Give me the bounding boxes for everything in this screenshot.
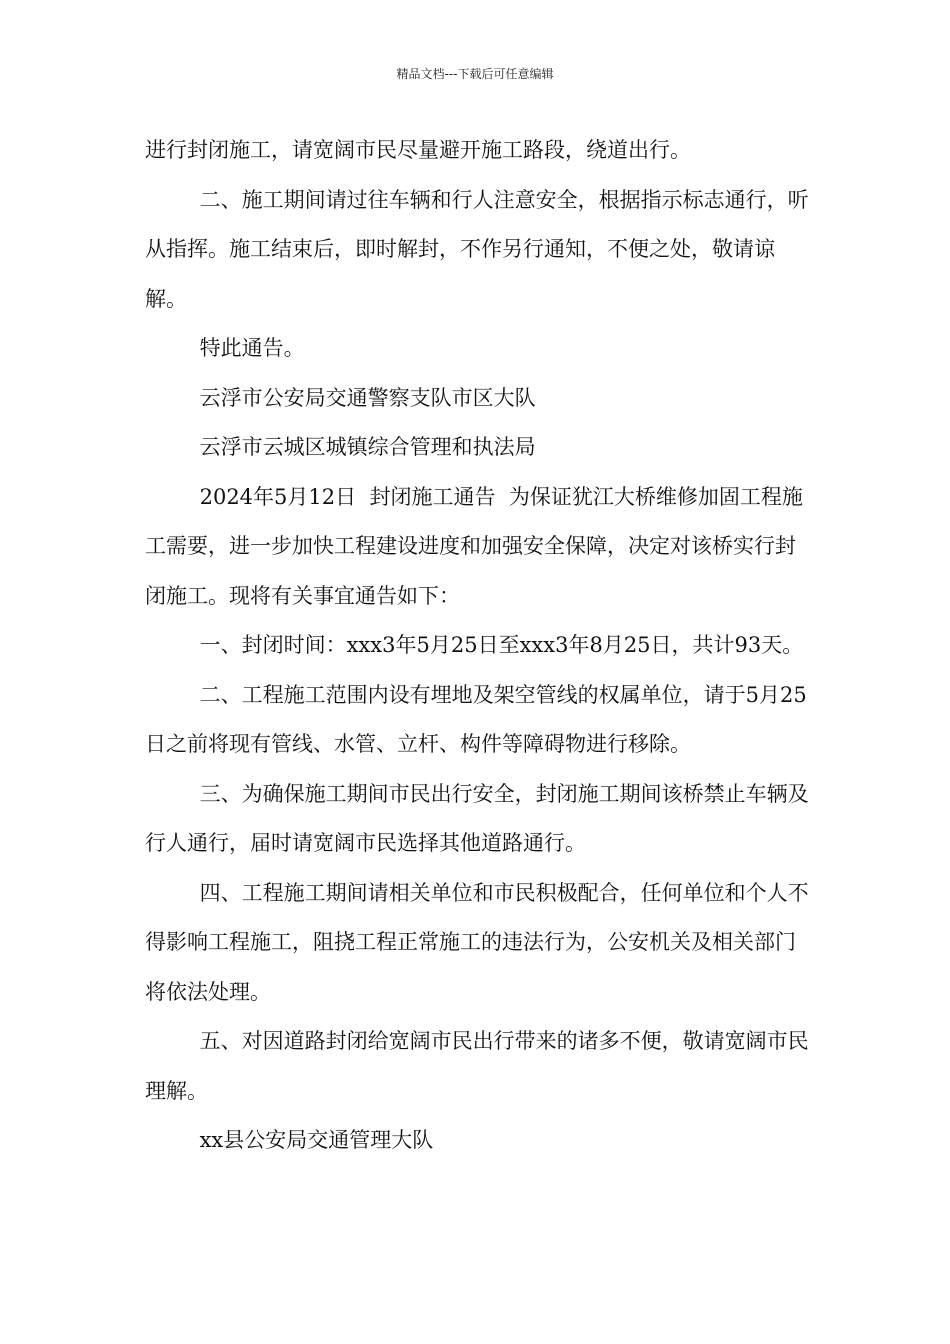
paragraph-traffic-ban: 三、为确保施工期间市民出行安全，封闭施工期间该桥禁止车辆及行人通行，届时请宽阔市民选择其他道路通行。 [145, 781, 809, 855]
paragraph-item-two: 二、施工期间请过往车辆和行人注意安全，根据指示标志通行，听从指挥。施工结束后，即时解封，不作另行通知，不便之处，敬请谅解。 [145, 187, 809, 311]
signature-traffic-police: 云浮市公安局交通警察支队市区大队 [199, 385, 536, 410]
signature-urban-management: 云浮市云城区城镇综合管理和执法局 [199, 435, 536, 459]
document-body [145, 126, 815, 1166]
page-header: 精品文档---下载后可任意编辑 [396, 67, 554, 81]
paragraph-closure-notice-intro: 2024年5月12日 封闭施工通告 为保证犹江大桥维修加固工程施工需要，进一步加快工程建设进度和加强安全保障，决定对该桥实行封闭施工。现将有关事宜通告如下： [145, 484, 803, 608]
paragraph-cooperation: 四、工程施工期间请相关单位和市民积极配合，任何单位和个人不得影响工程施工，阻挠工程正常施工的违法行为，公安机关及相关部门将依法处理。 [145, 880, 809, 1004]
paragraph-notice-closing: 特此通告。 [199, 336, 305, 360]
paragraph-continuation: 进行封闭施工，请宽阔市民尽量避开施工路段，绕道出行。 [145, 138, 691, 162]
signature-county-traffic: xx县公安局交通管理大队 [199, 1128, 434, 1152]
paragraph-pipeline-removal: 二、工程施工范围内设有埋地及架空管线的权属单位，请于5月25日之前将现有管线、水管、立杆、构件等障碍物进行移除。 [145, 682, 807, 756]
paragraph-apology: 五、对因道路封闭给宽阔市民出行带来的诸多不便，敬请宽阔市民理解。 [145, 1029, 809, 1103]
paragraph-closure-time: 一、封闭时间：xxx3年5月25日至xxx3年8月25日，共计93天。 [199, 633, 804, 657]
